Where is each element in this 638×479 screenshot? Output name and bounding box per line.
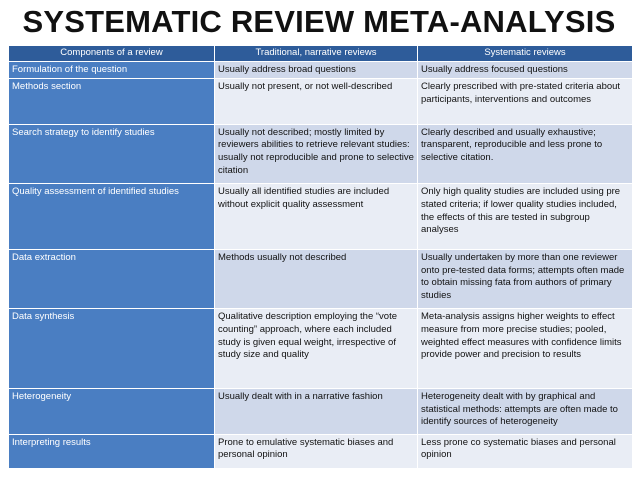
table-row [9,61,633,79]
row-label: Quality assessment of identified studies [9,184,215,250]
narrative-cell: Usually dealt with in a narrative fashion [215,389,418,434]
narrative-cell: Usually not described; mostly limited by reviewers abilities to retrieve relevant studies: usually not reproducible and prone to selective citation [215,124,418,184]
table-row [9,309,633,389]
systematic-cell: Heterogeneity dealt with by graphical and statistical methods: attempts are often made to identify sources of heterogeneity [418,389,633,434]
table-row [9,434,633,468]
table-header-row [9,46,633,62]
header-narrative: Traditional, narrative reviews [215,46,418,62]
narrative-cell: Usually all identified studies are included without explicit quality assessment [215,184,418,250]
narrative-cell: Usually not present, or not well-described [215,79,418,124]
table-row [9,389,633,434]
systematic-cell: Usually address focused questions [418,61,633,79]
comparison-table [8,45,633,469]
table-row [9,249,633,309]
row-label: Data extraction [9,249,215,309]
narrative-cell: Usually address broad questions [215,61,418,79]
systematic-cell: Meta-analysis assigns higher weights to effect measure from more precise studies; pooled, weighted effect measures with confidence limits provide power and precision to results [418,309,633,389]
table-row [9,184,633,250]
page-title: SYSTEMATIC REVIEW META-ANALYSIS [22,4,616,39]
narrative-cell: Methods usually not described [215,249,418,309]
systematic-cell: Usually undertaken by more than one reviewer onto pre-tested data forms; attempts often made to obtain missing fata from authors of primary studies [418,249,633,309]
systematic-cell: Clearly described and usually exhaustive; transparent, reproducible and less prone to selective citation. [418,124,633,184]
systematic-cell: Clearly prescribed with pre-stated criteria about participants, interventions and outcomes [418,79,633,124]
table-row [9,124,633,184]
narrative-cell: Prone to emulative systematic biases and personal opinion [215,434,418,468]
narrative-cell: Qualitative description employing the “vote counting” approach, where each included study is given equal weight, irrespective of study size and quality [215,309,418,389]
systematic-cell: Only high quality studies are included using pre stated criteria; if lower quality studies included, the effects of this are tested in subgroup analyses [418,184,633,250]
header-components: Components of a review [9,46,215,62]
row-label: Formulation of the question [9,61,215,79]
row-label: Data synthesis [9,309,215,389]
systematic-cell: Less prone co systematic biases and personal opinion [418,434,633,468]
header-systematic: Systematic reviews [418,46,633,62]
table-row [9,79,633,124]
row-label: Interpreting results [9,434,215,468]
row-label: Heterogeneity [9,389,215,434]
row-label: Search strategy to identify studies [9,124,215,184]
row-label: Methods section [9,79,215,124]
